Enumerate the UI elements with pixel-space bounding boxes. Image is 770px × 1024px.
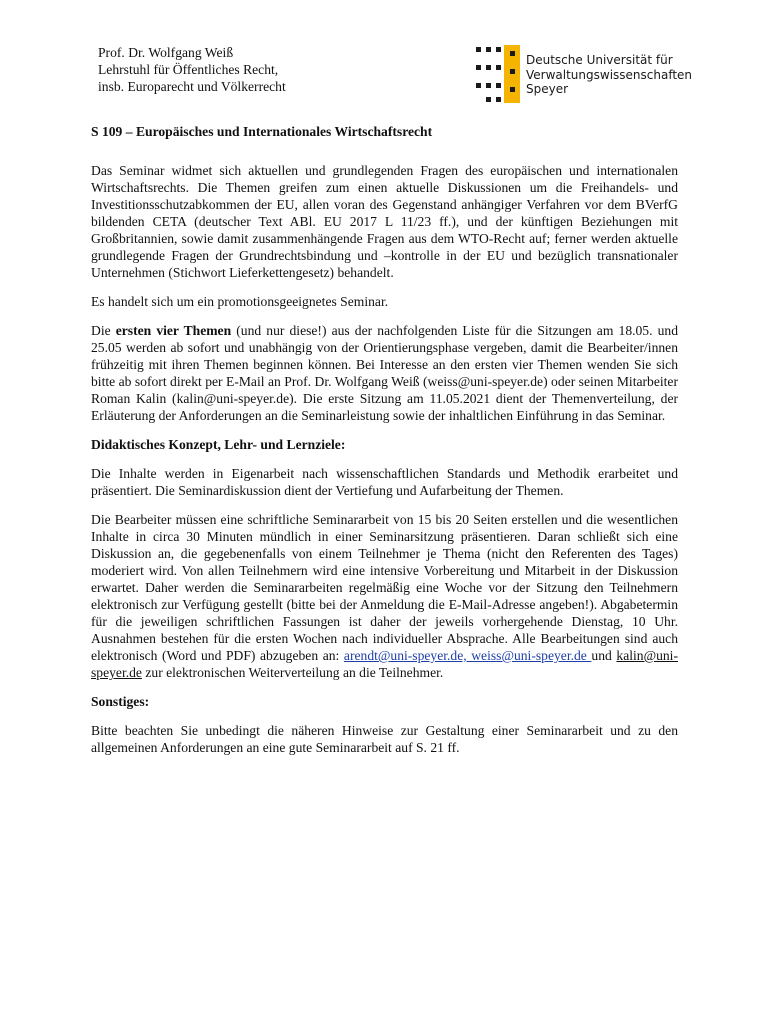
university-name [526, 53, 692, 97]
didactic-paragraph-1: Die Inhalte werden in Eigenarbeit nach wissenschaftlichen Standards und Methodik erarbeitet und präsentiert. Die Seminardiskussion dient der Vertiefung und Aufarbeitung der Themen. [91, 466, 678, 498]
didactic-text-end: zur elektronischen Weiterverteilung an die Teilnehmer. [141, 665, 444, 680]
didactic-paragraph-2 [91, 511, 678, 681]
misc-heading: Sonstiges: [91, 694, 150, 709]
promo-paragraph: Es handelt sich um ein promotionsgeeignetes Seminar. [91, 294, 389, 309]
university-logo-mark-icon [474, 43, 526, 105]
intro-paragraph: Das Seminar widmet sich aktuellen und grundlegenden Fragen des europäischen und internationalen Wirtschaftsrechts. Die Themen greifen zum einen aktuelle Diskussionen um die Freihandels- und Investitionsschutzabkommen der EU, allen voran des Gegenstand anhängiger Verfahren vor dem BVerfG bildenden CETA (deutscher Text ABl. EU 2017 L 11/23 ff.), und der künftigen Beziehungen mit Großbritannien, sowie damit zusammenhängende Fragen aus dem WTO-Recht auf; ferner werden aktuelle grundlegende Fragen der Grundrechtsbindung und –kontrolle in der EU und bezüglich transnationaler Unternehmen (Stichwort Lieferkettengesetz) behandelt. [91, 163, 678, 280]
didactic-heading: Didaktisches Konzept, Lehr- und Lernziele: [91, 437, 346, 452]
document-body [91, 123, 678, 768]
author-name: Prof. Dr. Wolfgang Weiß [98, 45, 234, 60]
chair-name: Lehrstuhl für Öffentliches Recht, [98, 62, 279, 77]
themes-text: (und nur diese!) aus der nachfolgenden Liste für die Sitzungen am 18.05. und 25.05 werden ab sofort und unabhängig von der Orientierungsphase vergeben, damit die Bearbeiter/innen frühzeitig mit ihren Themen beginnen können. Bei Interesse an den ersten vier Themen wenden Sie sich bitte ab sofort direkt per E-Mail an Prof. Dr. Wolfgang Weiß (weiss@uni-speyer.de) oder seinen Mitarbeiter Roman Kalin (kalin@uni-speyer.de). Die erste Sitzung am 11.05.2021 dient der Themenverteilung, der Erläuterung der Anforderungen an die Seminarleistung sowie der inhaltlichen Einführung in das Seminar. [91, 323, 678, 423]
email-link-arendt-weiss[interactable]: arendt@uni-speyer.de, weiss@uni-speyer.de [343, 648, 592, 663]
themes-emphasis: ersten vier Themen [115, 323, 232, 338]
chair-header [98, 44, 286, 95]
document-title: S 109 – Europäisches und Internationales Wirtschaftsrecht [91, 124, 433, 139]
email-link-kalin[interactable]: kalin@uni-speyer.de [91, 648, 678, 680]
themes-prefix: Die [91, 323, 116, 338]
university-name-line1: Deutsche Universität für [526, 53, 673, 67]
misc-paragraph: Bitte beachten Sie unbedingt die näheren Hinweise zur Gestaltung einer Seminararbeit und zu den allgemeinen Anforderungen an eine gute Seminararbeit auf S. 21 ff. [91, 723, 678, 755]
themes-paragraph [91, 322, 678, 424]
email-conjunction: und [591, 648, 617, 663]
university-name-line3: Speyer [526, 82, 569, 96]
university-name-line2: Verwaltungswissenschaften [526, 67, 693, 82]
didactic-text: Die Bearbeiter müssen eine schriftliche Seminararbeit von 15 bis 20 Seiten erstellen und die wesentlichen Inhalte in circa 30 Minuten mündlich in einer Seminarsitzung präsentieren. Daran schließt sich eine Diskussion an, die gegebenenfalls von einem Teilnehmer je Thema (nicht den Referenten des Tages) moderiert wird. Von allen Teilnehmern wird eine intensive Vorbereitung und Mitarbeit in der Diskussion erwartet. Daher werden die Seminararbeiten regelmäßig eine Woche vor der Sitzung den Teilnehmern elektronisch zur Verfügung gestellt (bitte bei der Anmeldung die E-Mail-Adresse angeben!). Abgabetermin für die jeweiligen schriftlichen Fassungen ist daher der jeweils vorhergehende Dienstag, 10 Uhr. Ausnahmen bestehen für die ersten Wochen nach individueller Absprache. Alle Bearbeitungen sind auch elektronisch (Word und PDF) abzugeben an: [91, 512, 678, 663]
chair-focus: insb. Europarecht und Völkerrecht [98, 79, 286, 94]
university-logo [474, 43, 693, 105]
